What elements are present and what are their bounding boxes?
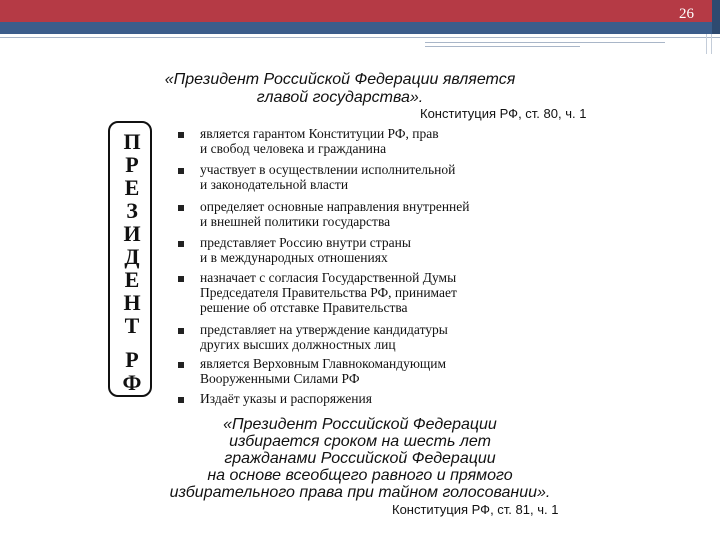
header-bar-red <box>0 0 712 22</box>
vertical-letter: И <box>123 221 141 246</box>
bullet-icon <box>178 168 184 174</box>
bottom-quote-line-1: «Президент Российской Федерации <box>223 416 497 433</box>
list-item-text: представляет Россию внутри страны и в международных отношениях <box>200 235 411 265</box>
bottom-quote-line-4: на основе всеобщего равного и прямого <box>207 467 513 484</box>
vertical-letter: З <box>126 198 138 223</box>
bottom-quote-line-3: гражданами Российской Федерации <box>224 450 496 467</box>
list-item-text: определяет основные направления внутренней и внешней политики государства <box>200 199 470 229</box>
vertical-letter: Е <box>124 267 140 292</box>
header-rule <box>0 37 720 38</box>
header-rule-short <box>425 42 665 43</box>
vertical-letter: Р <box>125 152 139 177</box>
list-item-text: представляет на утверждение кандидатуры других высших должностных лиц <box>200 322 448 352</box>
bottom-quote-citation: Конституция РФ, ст. 81, ч. 1 <box>392 502 559 517</box>
top-quote-citation: Конституция РФ, ст. 80, ч. 1 <box>420 106 587 121</box>
list-item-text: является гарантом Конституции РФ, прав и свобод человека и гражданина <box>200 126 439 156</box>
bottom-quote-line-5: избирательного права при тайном голосовании». <box>169 484 551 501</box>
bullet-icon <box>178 397 184 403</box>
header-rule-short-2 <box>425 46 580 47</box>
page-number: 26 <box>679 6 694 22</box>
vertical-letter: Р <box>125 347 139 372</box>
president-vertical-box <box>108 121 152 397</box>
bullet-icon <box>178 132 184 138</box>
vertical-letter: Т <box>124 313 140 338</box>
vertical-letter: П <box>123 129 141 154</box>
list-item-text: участвует в осуществлении исполнительной и законодательной власти <box>200 162 456 192</box>
list-item-text: назначает с согласия Государственной Думы Председателя Правительства РФ, принимает решение об отставке Правительства <box>200 270 457 315</box>
vertical-letter: Д <box>124 244 140 269</box>
bullet-icon <box>178 362 184 368</box>
vertical-letter: Е <box>124 175 140 200</box>
header-bar-blue <box>0 22 720 34</box>
vertical-letter: Ф <box>122 370 142 395</box>
bullet-icon <box>178 276 184 282</box>
vertical-letter: Н <box>123 290 141 315</box>
list-item-text: является Верховным Главнокомандующим Вооруженными Силами РФ <box>200 356 447 386</box>
bullet-icon <box>178 328 184 334</box>
bottom-quote-line-2: избирается сроком на шесть лет <box>229 433 491 450</box>
top-quote-line-2: главой государства». <box>256 89 424 106</box>
header-vrule <box>706 34 707 54</box>
top-quote-line-1: «Президент Российской Федерации является <box>164 71 516 88</box>
bullet-icon <box>178 241 184 247</box>
header-vrule-2 <box>711 34 712 54</box>
header-bar-corner <box>712 0 720 34</box>
list-item-text: Издаёт указы и распоряжения <box>200 391 372 406</box>
bullet-icon <box>178 205 184 211</box>
